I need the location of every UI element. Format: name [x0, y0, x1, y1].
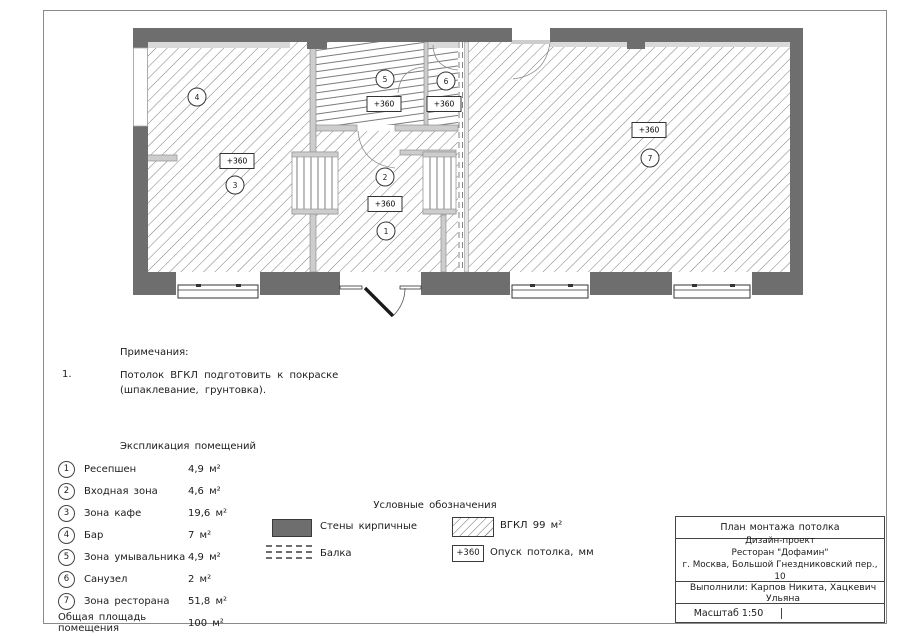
beam-swatch: [266, 545, 312, 559]
room-area: 4,9 м²: [188, 551, 221, 563]
svg-text:2: 2: [382, 172, 388, 182]
drawing-title: План монтажа потолка: [676, 517, 884, 539]
schedule-row: [58, 524, 308, 546]
svg-text:+360: +360: [374, 199, 396, 209]
title-block: [675, 516, 885, 623]
svg-text:+360: +360: [373, 99, 395, 109]
svg-text:7: 7: [647, 153, 653, 163]
svg-text:+360: +360: [638, 125, 660, 135]
project-line: Ресторан "Дофамин": [731, 548, 829, 559]
ceiling-drop-label: [220, 154, 254, 169]
legend-label-walls: Стены кирпичные: [320, 521, 417, 532]
room-area: 4,6 м²: [188, 485, 221, 497]
total-area: 100 м²: [188, 617, 224, 629]
schedule-title: Экспликация помещений: [119, 441, 257, 452]
room-number-badge: 3: [58, 505, 75, 522]
schedule-row: [58, 480, 308, 502]
room-area: 19,6 м²: [188, 507, 227, 519]
svg-text:5: 5: [382, 74, 388, 84]
room-number-badge: 4: [58, 527, 75, 544]
project-info: [676, 536, 884, 582]
schedule-row: [58, 502, 308, 524]
room-marker-6: [437, 72, 455, 90]
room-name: Входная зона: [84, 485, 158, 497]
svg-text:6: 6: [443, 76, 449, 86]
ceiling-drop-label: [368, 197, 402, 212]
room-marker-3: [226, 176, 244, 194]
ceiling-drop-label: [632, 123, 666, 138]
room-marker-2: [376, 168, 394, 186]
room-number-badge: 1: [58, 461, 75, 478]
vgkl-hatch-swatch: [452, 517, 494, 537]
authors: Выполнили: Карпов Никита, Хацкевич Ульяна: [676, 582, 884, 604]
room-area: 51,8 м²: [188, 595, 227, 607]
schedule-total-row: [58, 612, 308, 634]
room-name: Бар: [84, 529, 104, 541]
legend-label-drop: Опуск потолка, мм: [490, 547, 594, 558]
room-marker-5: [376, 70, 394, 88]
schedule-row: [58, 590, 308, 612]
room-marker-7: [641, 149, 659, 167]
room-area: 2 м²: [188, 573, 212, 585]
window: [178, 284, 258, 298]
room-marker-1: [377, 222, 395, 240]
room-number-badge: 6: [58, 571, 75, 588]
note-number: 1.: [62, 369, 72, 380]
svg-text:3: 3: [232, 180, 238, 190]
room-area: 4,9 м²: [188, 463, 221, 475]
ceiling-drop-label: [367, 97, 401, 112]
total-label: Общая площадь помещения: [58, 612, 147, 634]
room-name: Зона кафе: [84, 507, 142, 519]
beam-lines: [459, 42, 469, 272]
svg-text:1: 1: [383, 226, 389, 236]
notes-title: Примечания:: [120, 347, 189, 358]
window: [674, 284, 750, 298]
brick-wall-swatch: [272, 519, 312, 537]
legend-label-beam: Балка: [320, 548, 352, 559]
ceiling-drop-swatch: +360: [452, 545, 484, 562]
schedule-row: [58, 568, 308, 590]
svg-text:+360: +360: [226, 156, 248, 166]
room-marker-4: [188, 88, 206, 106]
window: [512, 284, 588, 298]
room-number-badge: 2: [58, 483, 75, 500]
room-name: Ресепшен: [84, 463, 137, 475]
svg-text:4: 4: [194, 92, 200, 102]
legend-title: Условные обозначения: [373, 500, 497, 511]
project-line: г. Москва, Большой Гнездниковский пер., 10: [682, 560, 878, 582]
note-text: Потолок ВГКЛ подготовить к покраске (шпаклевание, грунтовка).: [120, 370, 339, 396]
room-name: Зона ресторана: [84, 595, 170, 607]
scale-row: [676, 604, 884, 622]
room-area: 7 м²: [188, 529, 212, 541]
room-name: Зона умывальника: [84, 551, 186, 563]
room-name: Санузел: [84, 573, 128, 585]
scale-value: Масштаб 1:50: [676, 608, 782, 619]
room-number-badge: 5: [58, 549, 75, 566]
ceiling-drop-label: [427, 97, 461, 112]
legend-label-vgkl: ВГКЛ 99 м²: [500, 520, 563, 531]
svg-text:+360: +360: [433, 99, 455, 109]
room-number-badge: 7: [58, 593, 75, 610]
schedule-row: [58, 458, 308, 480]
project-line: Дизайн-проект: [745, 536, 815, 547]
